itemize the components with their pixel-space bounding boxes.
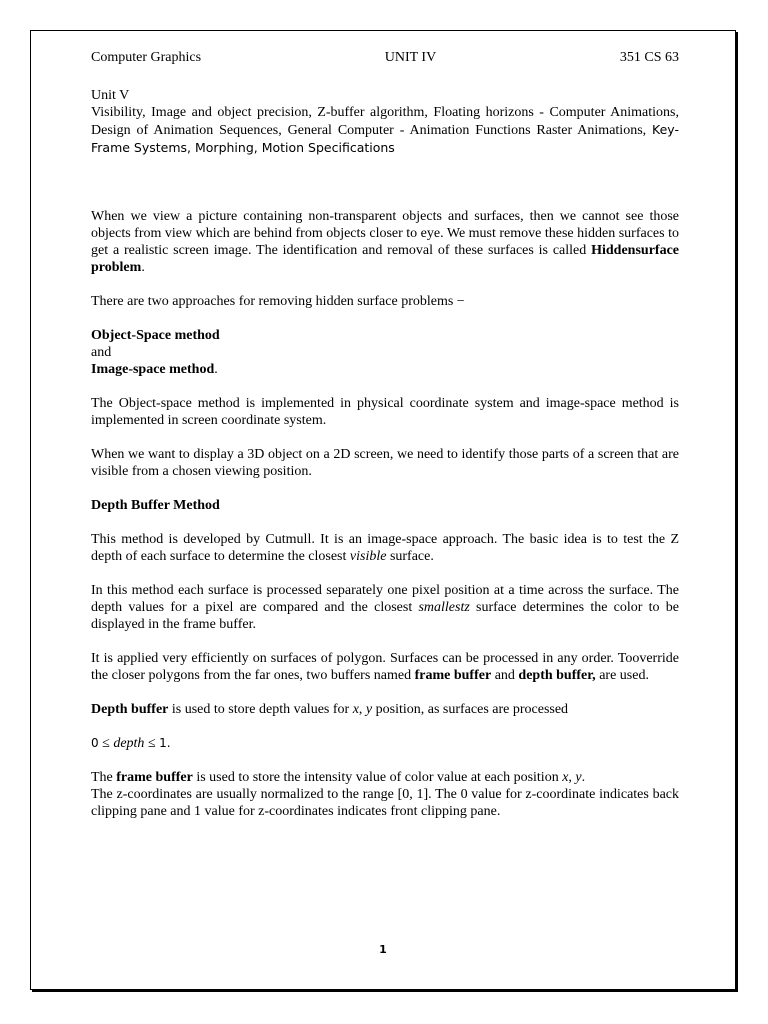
term-frame-buffer-2: frame buffer [116, 770, 193, 785]
object-space-method: Object-Space method [91, 328, 220, 343]
header-code: 351 CS 63 [619, 50, 679, 65]
frame-buffer-paragraph [91, 769, 679, 786]
polygon-paragraph [91, 650, 679, 684]
var-y-2: y [575, 770, 582, 785]
approaches-intro: There are two approaches for removing hidden surface problems − [91, 294, 465, 309]
formula-variable: depth [113, 736, 145, 751]
depth-formula [91, 735, 679, 752]
intro-end: . [141, 260, 145, 275]
page-header [91, 49, 679, 66]
page-content [91, 49, 679, 837]
var-x-2: x [562, 770, 569, 785]
formula-upper: 1 [159, 736, 167, 750]
syllabus-tail: Key-Frame Systems, Morphing, Motion Specifications [91, 122, 679, 155]
header-unit: UNIT IV [384, 50, 437, 65]
pixel-text: In this method each surface is processed separately one pixel position at a time across the surface. The depth values for a pixel are compared and the closest [91, 583, 679, 615]
image-space-method: Image-space method [91, 362, 215, 377]
cutmull-end: surface. [386, 549, 434, 564]
display-paragraph: When we want to display a 3D object on a 2D screen, we need to identify those parts of a screen that are visible from a chosen viewing position. [91, 447, 679, 479]
syllabus-main: Visibility, Image and object precision, Z-buffer algorithm, Floating horizons - Computer Animations, Design of Animation Sequences, General Computer - Animation Functions Raster Animations, [91, 105, 679, 138]
formula-le-1: ≤ [98, 736, 114, 751]
cutmull-text: This method is developed by Cutmull. It is an image-space approach. The basic idea is to test the Z depth of each surface to determine the closest [91, 532, 679, 564]
term-visible: visible [349, 549, 387, 564]
intro-paragraph [91, 208, 679, 276]
pixel-paragraph [91, 582, 679, 633]
polygon-and: and [491, 668, 519, 683]
frame-end: . [581, 770, 586, 785]
term-smallestz: smallestz [418, 600, 470, 615]
var-x: x [352, 702, 359, 717]
approaches-end: . [214, 362, 218, 377]
depth-end: position, as surfaces are processed [372, 702, 569, 717]
comma: , [358, 702, 366, 717]
formula-dot: . [166, 736, 171, 750]
normalization-paragraph: The z-coordinates are usually normalized to the range [0, 1]. The 0 value for z-coordinate indicates back clipping pane and 1 value for z-coordinates indicates front clipping pane. [91, 787, 679, 819]
pixel-end: surface determines the color to be displayed in the frame buffer. [91, 600, 680, 632]
depth-text: is used to store depth values for [168, 702, 353, 717]
frame-text: is used to store the intensity value of color value at each position [192, 770, 563, 785]
var-y: y [365, 702, 373, 717]
comma-2: , [568, 770, 576, 785]
term-hidden-surface: Hiddensurface problem [91, 243, 679, 275]
polygon-end: are used. [595, 668, 649, 683]
intro-text: When we view a picture containing non-transparent objects and surfaces, then we cannot see those objects from view which are behind from objects closer to eye. We must remove these hidden surfaces to get a realistic screen image. The identification and removal of these surfaces is called [91, 209, 679, 258]
cutmull-paragraph [91, 531, 679, 565]
term-depth-buffer-2: Depth buffer [91, 702, 169, 717]
polygon-text: It is applied very efficiently on surfaces of polygon. Surfaces can be processed in any order. Tooverride the closer polygons from the far ones, two buffers named [91, 651, 679, 683]
formula-le-2: ≤ [144, 736, 160, 751]
syllabus [91, 104, 679, 157]
formula-lower: 0 [91, 736, 99, 750]
section-heading-depth-buffer [91, 497, 679, 514]
document-page [30, 30, 736, 990]
term-depth-buffer: depth buffer, [518, 668, 596, 683]
page-number: 1 [379, 943, 387, 956]
heading-text: Depth Buffer Method [91, 498, 220, 513]
approaches-list [91, 327, 679, 378]
methods-paragraph: The Object-space method is implemented in physical coordinate system and image-space method is implemented in screen coordinate system. [91, 396, 679, 428]
header-course: Computer Graphics [91, 50, 202, 65]
term-frame-buffer: frame buffer [414, 668, 492, 683]
approaches-and: and [91, 345, 112, 360]
depth-buffer-paragraph [91, 701, 679, 718]
unit-title: Unit V [91, 88, 130, 103]
frame-start: The [91, 770, 117, 785]
